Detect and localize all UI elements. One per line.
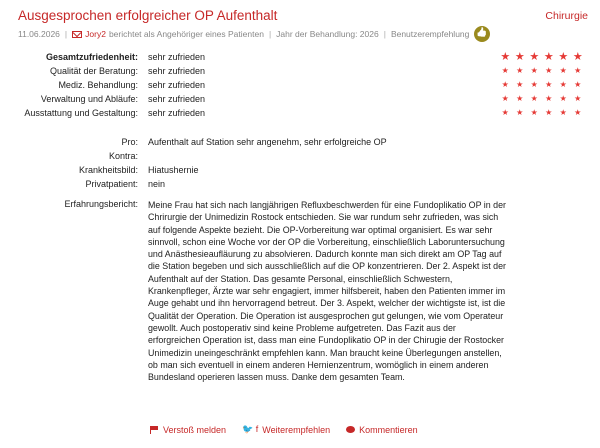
report-abuse-button[interactable] [150,425,226,435]
detail-value: Hiatushernie [148,165,199,175]
star-icon: ★ [545,108,553,117]
star-icon: ★ [501,94,509,103]
share-icons: 🐦 f [242,424,259,434]
star-icon: ★ [530,80,538,89]
share-button[interactable] [242,424,330,435]
star-icon: ★ [500,51,511,63]
star-icon: ★ [558,51,569,63]
separator: | [268,29,272,39]
review-actions [150,424,434,435]
rating-value: sehr zufrieden [148,52,206,62]
star-icon: ★ [574,108,582,117]
star-icon: ★ [574,94,582,103]
rating-label: Verwaltung und Abläufe: [40,94,138,104]
rating-row-equipment [0,106,600,120]
rating-label: Ausstattung und Gestaltung: [24,108,138,118]
star-icon: ★ [543,51,554,63]
star-icon: ★ [529,51,540,63]
separator: | [383,29,386,39]
detail-label: Privatpatient: [85,179,138,189]
star-icon: ★ [516,108,524,117]
star-icon: ★ [530,66,538,75]
star-icon: ★ [530,94,538,103]
star-icon: ★ [501,80,509,89]
star-rating [498,92,585,106]
star-rating [498,106,585,120]
star-rating [498,64,585,78]
reporter-text: berichtet als Angehöriger eines Patienten [108,29,264,39]
speech-bubble-icon [346,426,355,433]
category-link[interactable]: Chirurgie [545,10,588,22]
star-icon: ★ [516,94,524,103]
review-meta [18,27,490,41]
rating-row-administration [0,92,600,106]
star-rating [498,78,585,92]
rating-row-overall [0,50,600,64]
rating-value: sehr zufrieden [148,66,206,76]
recommendation-label: Benutzerempfehlung [390,29,470,39]
review-title: Ausgesprochen erfolgreicher OP Aufenthalt [18,8,278,23]
flag-icon [150,426,159,434]
star-rating [498,50,585,64]
star-icon: ★ [574,66,582,75]
rating-value: sehr zufrieden [148,94,206,104]
separator: | [64,29,68,39]
detail-label: Pro: [121,137,138,147]
detail-value: nein [148,179,166,189]
star-icon: ★ [516,80,524,89]
report-label: Erfahrungsbericht: [64,199,138,209]
rating-label: Qualität der Beratung: [49,66,138,76]
star-icon: ★ [530,108,538,117]
rating-value: sehr zufrieden [148,108,206,118]
detail-label: Kontra: [108,151,138,161]
star-icon: ★ [545,94,553,103]
star-icon: ★ [559,108,567,117]
star-icon: ★ [559,66,567,75]
star-icon: ★ [501,108,509,117]
star-icon: ★ [559,80,567,89]
rating-value: sehr zufrieden [148,80,206,90]
report-abuse-label: Verstoß melden [163,424,227,435]
star-icon: ★ [514,51,525,63]
mail-icon[interactable] [72,31,82,38]
treatment-year: Jahr der Behandlung: 2026 [276,29,379,39]
star-icon: ★ [572,51,583,63]
review-date: 11.06.2026 [18,29,60,39]
rating-label: Mediz. Behandlung: [58,80,138,90]
comment-button[interactable] [346,425,418,435]
star-icon: ★ [559,94,567,103]
star-icon: ★ [501,66,509,75]
detail-value: Aufenthalt auf Station sehr angenehm, sehr erfolgreiche OP [148,137,387,147]
thumbs-up-icon [474,26,490,42]
share-label: Weiterempfehlen [262,424,331,435]
star-icon: ★ [545,66,553,75]
comment-label: Kommentieren [359,424,418,435]
star-icon: ★ [574,80,582,89]
rating-row-treatment [0,78,600,92]
report-text: Meine Frau hat sich nach langjährigen Refluxbeschwerden für eine Fundoplikatio OP in der Chrirurgie der Unimedizin Rostock entschieden. Sie war rundum sehr zufrieden, was sich auf folgende Aspekte bezieht. Die OP-Vorbereitung war optimal organisiert. Es war sehr sinnvoll, schon eine Woche vor der OP die Vorbereitung, einschließlich Laboruntersuchung und Anästhesieaufläurung zu absolvieren. Dadurch konnte man sich direkt am OP Tag auf die Station begeben und sich ausschließlich auf die OP konzentrieren. Der 2. Aspekt ist der Aufenthalt auf der Station. Das gesamte Personal, einschließlich Schwestern, Krankenpfleger, Ärzte war sehr engagiert, immer hilfsbereit, haben den Patienten immer im Auge gehabt und ihn hervorragend betreut. Der 3. Aspekt, welcher der wichtigste ist, ist die Qualität der Operation. Die Operation ist ausgesprochen gut gelungen, wie vom Operateur gewollt. Auch postoperativ sind keine Probleme aufgetreten. Das Fazit aus der erforgreichen Operation ist, dass man eine Fundoplikatio OP in der Chirugie der Rostocker Unimedizin uneingeschränkt empfehlen kann. Man braucht keine Überlegungen anstellen, ob man sich eventuell in einem anderen Hernienzentrum, womöglich in einem anderen Bundesland operieren lassen muss. Danke dem gesamten Team. [148,200,507,383]
star-icon: ★ [545,80,553,89]
rating-row-consultation [0,64,600,78]
user-link[interactable]: Jory2 [85,29,106,39]
detail-label: Krankheitsbild: [78,165,138,175]
star-icon: ★ [516,66,524,75]
rating-label: Gesamtzufriedenheit: [45,52,138,62]
